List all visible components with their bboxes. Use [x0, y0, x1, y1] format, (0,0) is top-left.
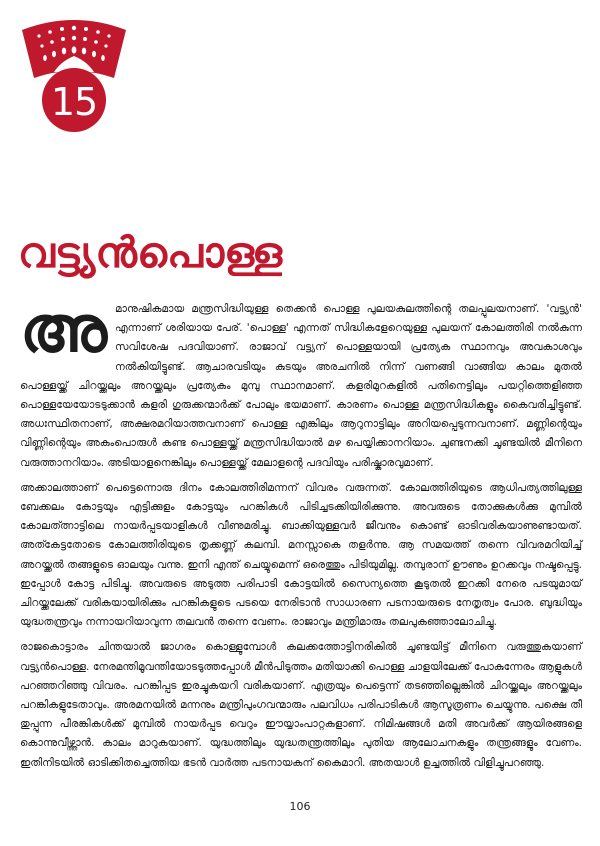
chapter-body [20, 293, 582, 779]
paragraph-2: അക്കാലത്താണ് പെട്ടെന്നൊരു ദിനം കോലത്തിരിമന്നന് വിവരം വരുന്നത്. കോലത്തിരിയുടെ ആധിപത്യത്തിലുള്ള ബേക്കലം കോട്ടയും എട്ടിക്കുളം കോട്ടയും പറങ്കികൾ പിടിച്ചടക്കിയിരിക്കുന്നു. അവരുടെ തോക്കുകൾക്കു മുമ്പിൽ കോലത്ത്നാട്ടിലെ നായർപ്പടയാളികൾ വീണുമരിച്ചു. ബാക്കിയുള്ളവർ ജീവനും കൊണ്ട് ഓടിവരികയാണുണ്ടായത്. അത്കേട്ടതോടെ കോലത്തിരിയുടെ തൃക്കണ്ണ് കലമ്പി. മനസ്സാകെ തളർന്നു. ആ സമയത്ത് തന്നെ വിവരമറിയിച്ച് അറയ്ക്കൽ തങ്ങളുടെ ഓലയും വന്നു. ഇനി എന്ത് ചെയ്യുമെന്ന് ഒരെത്തും പിടിയുമില്ല. തമ്പുരാന് ഊണും ഉറക്കവും നഷ്ടപ്പെട്ടു. ഇപ്പോൾ കോട്ട പിടിച്ചു. അവരുടെ അടുത്ത പരിപാടി കോട്ടയിൽ സൈന്യത്തെ കൂടുതൽ ഇറക്കി നേരെ പടയുമായ് ചിറയ്ക്കലേക്ക് വരികയായിരിക്കും പറങ്കികളുടെ പടയെ നേരിടാൻ സാധാരണ പടനായരുടെ നേതൃത്വം പോര. ബുദ്ധിയും യുദ്ധതന്ത്രവും നന്നായറിയാവുന്ന തലവൻ തന്നെ വേണം. രാജാവും മന്ത്രിമാരും തലപുകഞ്ഞാലോചിച്ചു. [20, 481, 582, 629]
paragraph-1-text: മാനുഷികമായ മന്ത്രസിദ്ധിയുള്ള തെക്കൻ പൊള്ള പുലയകുലത്തിന്റെ തലപ്പുലയനാണ്. 'വട്ട്യൻ' എന്നാണ് ശരിയായ പേര്. 'പൊള്ള' എന്നത് സിദ്ധികളേറെയുള്ള പുലയന് കോലത്തിരി നൽകുന്ന സവിശേഷ പദവിയാണ്. രാജാവ് വട്ട്യന് പൊള്ളയായി പ്രത്യേക സ്ഥാനവും അവകാശവും നൽകിയിട്ടുണ്ട്. ആചാരവടിയും കുടയും അരചനിൽ നിന്ന് വണങ്ങി വാങ്ങിയ കാലം മുതൽ പൊള്ളയ്ക്ക് ചിറയ്ക്കലും അറയ്ക്കലും പ്രത്യേകം മുമ്പു സ്ഥാനമാണ്. കളരിമുറകളിൽ പതിനെട്ടിലും പയറ്റിത്തെളിഞ്ഞ പൊള്ളയേയോടടുക്കാൻ കളരി ഗുരുക്കന്മാർക്ക് പോലും ഭയമാണ്. കാരണം പൊള്ള മന്ത്രസിദ്ധികളും കൈവരിച്ചിട്ടുണ്ട്. അധഃസ്ഥിതനാണ്, അക്ഷരമറിയാത്തവനാണ് പൊള്ള എങ്കിലും ആറുനാട്ടിലും അറിയപ്പെടുന്നവനാണ്. മണ്ണിന്റെയും വിണ്ണിന്റെയും അകംപൊരുൾ കണ്ട പൊള്ളയ്ക്ക് മന്ത്രസിദ്ധിയാൽ മഴ പെയ്യിക്കാനറിയാം. ചുണ്ടനക്കി ചൂണ്ടയിൽ മീനിനെ വരുത്താനറിയാം. അടിയാളനെങ്കിലും പൊള്ളയ്ക്ക് മേലാളന്റെ പദവിയും പരിഷ്കാരവുമാണ്. [20, 303, 582, 469]
chapter-title: വട്ട്യൻപൊള്ള [18, 228, 283, 278]
chapter-badge [18, 16, 130, 134]
drop-cap: അ [20, 293, 108, 367]
page-number: 106 [289, 800, 311, 813]
paragraph-1 [20, 293, 582, 473]
paragraph-3: രാജകൊട്ടാരം ചിന്തയാൽ ജാഗരം കൊള്ളുമ്പോൾ കലക്കത്തോട്ടിനരികിൽ ചൂണ്ടയിട്ട് മീനിനെ വരുത്തുകയാണ് വട്ട്യൻപൊള്ള. നേരമന്തിമൂവന്തിയോടടുത്തപ്പോൾ മീൻപിടുത്തം മതിയാക്കി പൊള്ള ചാളയിലേക്ക് പോകുന്നേരം ആളുകൾ പറഞ്ഞറിഞ്ഞു വിവരം. പറങ്കിപ്പട ഇരച്ചുകയറി വരികയാണ്. എത്രയും പെട്ടെന്ന് തടഞ്ഞില്ലെങ്കിൽ ചിറയ്ക്കലും അറയ്ക്കലും പറങ്കികളുടേതാവും. അരമനയിൽ മന്നനും മന്ത്രിപുംഗവന്മാരും പലവിധം പരിപാടികൾ ആസൂത്രണം ചെയ്യുന്നു. പക്ഷെ തീ തുപ്പുന്ന പീരങ്കികൾക്ക് മുമ്പിൽ നായർപ്പട വെറും ഈയ്യാംപാറ്റകളാണ്. നിമിഷങ്ങൾ മതി അവർക്ക് ആയിരങ്ങളെ കൊന്നുവീഴ്ത്താൻ. കാലം മാറുകയാണ്. യുദ്ധത്തിലും യുദ്ധതന്ത്രത്തിലും പുതിയ ആലോചനകളും തന്ത്രങ്ങളും വേണം. ഇതിനിടയിൽ ഓടിക്കിതച്ചെത്തിയ ഭടൻ വാർത്ത പടനായകന് കൈമാറി. അതയാൾ ഉച്ചത്തിൽ വിളിച്ചുപറഞ്ഞു. [20, 641, 582, 769]
chapter-number: 15 [50, 80, 98, 124]
